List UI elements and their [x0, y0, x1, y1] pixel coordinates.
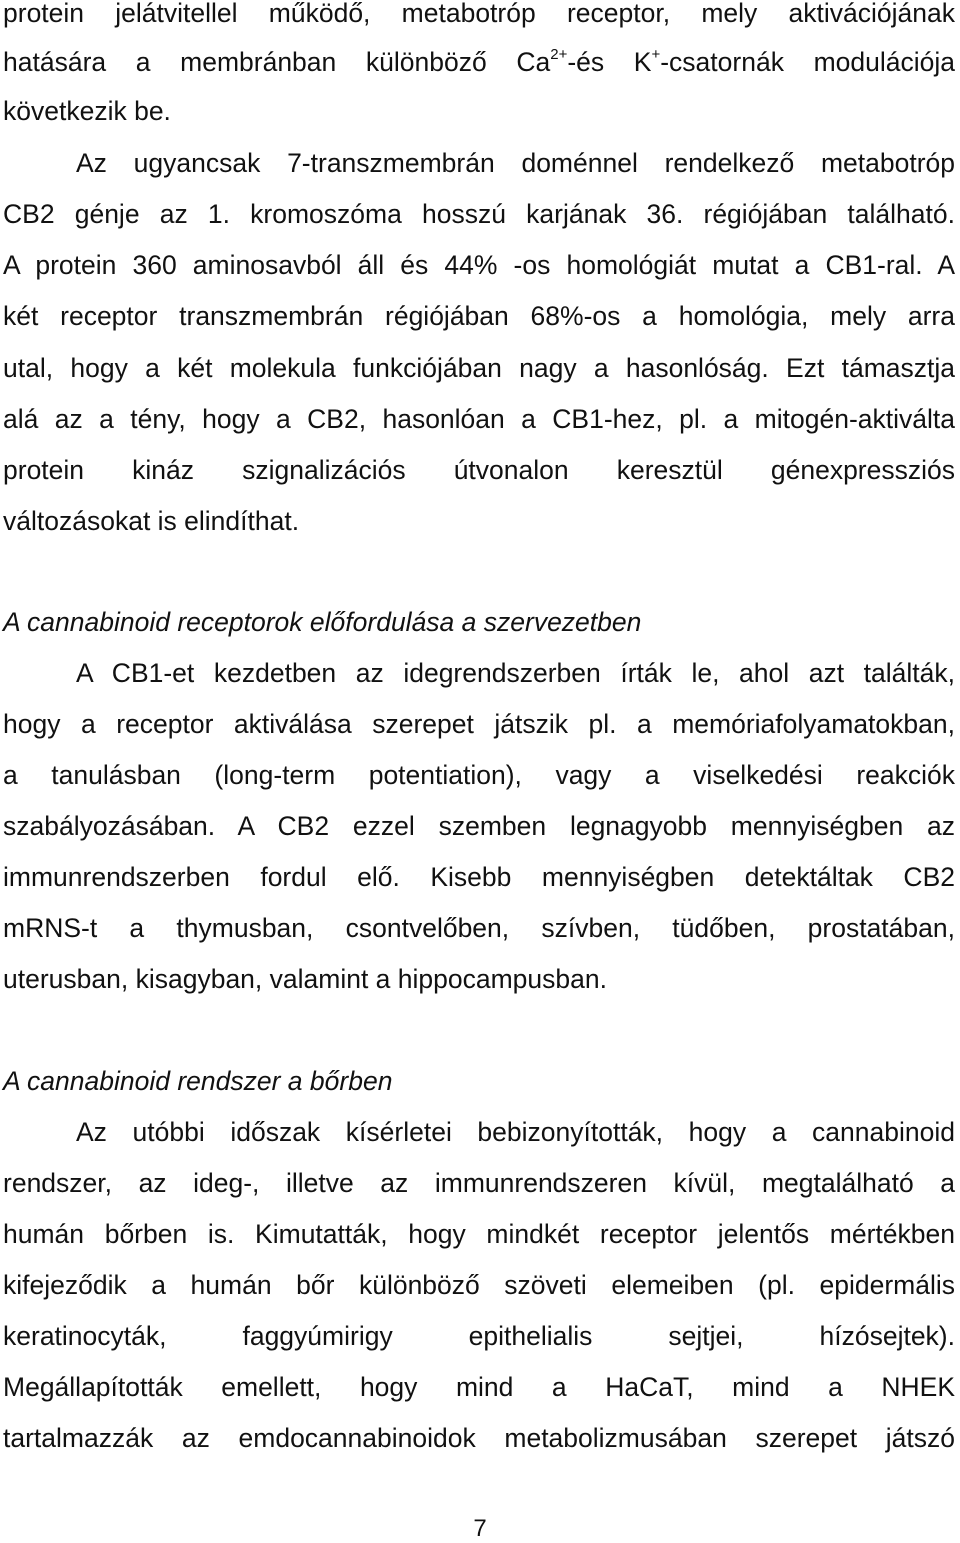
text-line: kifejeződik a humán bőr különböző szöveti elemeiben (pl. epidermális	[3, 1270, 955, 1300]
text-line: rendszer, az ideg-, illetve az immunrendszeren kívül, megtalálható a	[3, 1168, 955, 1198]
text-line: uterusban, kisagyban, valamint a hippocampusban.	[3, 964, 607, 994]
text-line: A CB1-et kezdetben az idegrendszerben írták le, ahol azt találták,	[76, 658, 955, 688]
text-line: utal, hogy a két molekula funkciójában nagy a hasonlóság. Ezt támasztja	[3, 353, 955, 383]
text-line: hogy a receptor aktiválása szerepet játszik pl. a memóriafolyamatokban,	[3, 709, 955, 739]
text-line: humán bőrben is. Kimutatták, hogy mindkét receptor jelentős mértékben	[3, 1219, 955, 1249]
text-line: szabályozásában. A CB2 ezzel szemben legnagyobb mennyiségben az	[3, 811, 955, 841]
section-heading: A cannabinoid rendszer a bőrben	[3, 1066, 393, 1096]
text-line: keratinocyták, faggyúmirigy epithelialis sejtjei, hízósejtek).	[3, 1321, 955, 1351]
superscript-charge: +	[651, 46, 661, 63]
text-line: Az utóbbi időszak kísérletei bebizonyították, hogy a cannabinoid	[76, 1117, 955, 1147]
section-heading: A cannabinoid receptorok előfordulása a szervezetben	[3, 607, 642, 637]
superscript-charge: 2+	[550, 46, 568, 63]
text-fragment: -és K	[567, 47, 652, 77]
text-line: Az ugyancsak 7-transzmembrán doménnel rendelkező metabotróp	[76, 148, 955, 178]
text-line: protein jelátvitellel működő, metabotróp receptor, mely aktivációjának	[3, 0, 955, 28]
text-line: mRNS-t a thymusban, csontvelőben, szívben, tüdőben, prostatában,	[3, 913, 955, 943]
text-line: változásokat is elindíthat.	[3, 506, 300, 536]
text-fragment: -csatornák modulációja	[660, 47, 955, 77]
text-line: CB2 génje az 1. kromoszóma hosszú karjának 36. régiójában található.	[3, 199, 955, 229]
text-line: Megállapították emellett, hogy mind a HaCaT, mind a NHEK	[3, 1372, 955, 1402]
text-line	[3, 46, 955, 78]
text-line: a tanulásban (long-term potentiation), vagy a viselkedési reakciók	[3, 760, 955, 790]
text-line: két receptor transzmembrán régiójában 68%-os a homológia, mely arra	[3, 301, 955, 331]
text-line: protein kináz szignalizációs útvonalon keresztül génexpressziós	[3, 455, 955, 485]
text-line: tartalmazzák az emdocannabinoidok metabolizmusában szerepet játszó	[3, 1423, 955, 1453]
text-fragment: hatására a membránban különböző Ca	[3, 47, 551, 77]
text-line: A protein 360 aminosavból áll és 44% -os homológiát mutat a CB1-ral. A	[3, 250, 955, 280]
page-number: 7	[473, 1515, 487, 1542]
text-line: következik be.	[3, 96, 171, 126]
text-line: immunrendszerben fordul elő. Kisebb mennyiségben detektáltak CB2	[3, 862, 955, 892]
text-line: alá az a tény, hogy a CB2, hasonlóan a CB1-hez, pl. a mitogén-aktiválta	[3, 404, 955, 434]
